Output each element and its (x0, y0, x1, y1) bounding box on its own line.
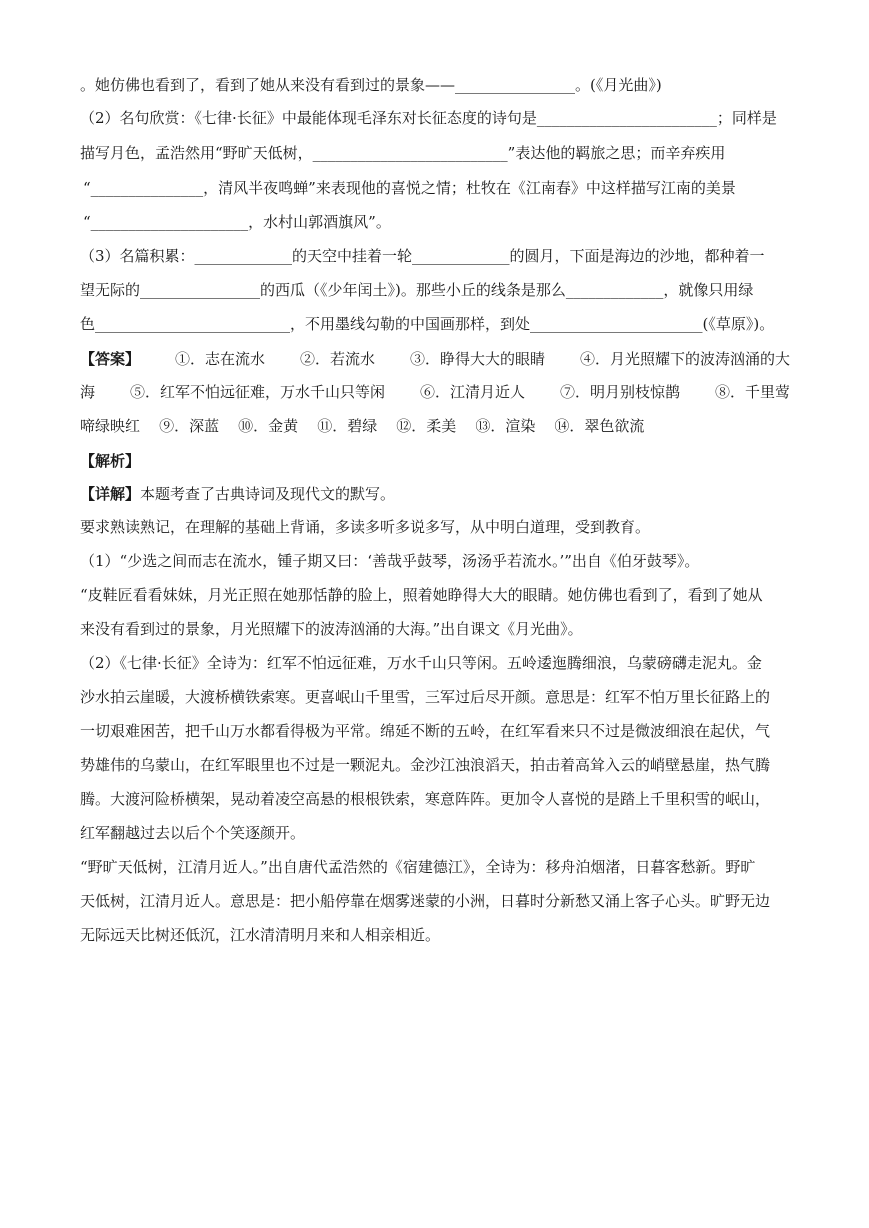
analysis-label: 【解析】 (80, 452, 141, 470)
detail-label: 【详解】 (80, 485, 141, 503)
analysis-line: 沙水拍云崖暖，大渡桥横铁索寒。更喜岷山千里雪，三军过后尽开颜。意思是：红军不怕万里长征路上的 (80, 688, 771, 706)
question-3-line-3: 色__________________________，不用墨线勾勒的中国画那样，到处_______________________(《草原》)。 (80, 315, 775, 333)
answer-line-3: 啼绿映红 ⑨．深蓝 ⑩．金黄 ⑪．碧绿 ⑫．柔美 ⑬．渲染 ⑭．翠色欲流 (80, 417, 645, 435)
question-3-line-1: （3）名篇积累：_____________的天空中挂着一轮_____________的圆月，下面是海边的沙地，都种着一 (80, 247, 765, 265)
detail-line (80, 485, 395, 504)
analysis-line: 无际远天比树还低沉，江水清清明月来和人相亲相近。 (80, 926, 441, 944)
question-2-line-2: 描写月色，孟浩然用“野旷天低树，__________________________”表达他的羁旅之思；而辛弃疾用 (80, 144, 726, 162)
question-2-line-4: “_____________________，水村山郭酒旗风”。 (83, 213, 391, 231)
fill-line-1: 。她仿佛也看到了，看到了她从来没有看到过的景象——________________。(《月光曲》) (80, 76, 662, 94)
analysis-line: 一切艰难困苦，把千山万水都看得极为平常。绵延不断的五岭，在红军看来只不过是微波细浪在起伏，气 (80, 722, 771, 740)
analysis-line: “皮鞋匠看看妹妹，月光正照在她那恬静的脸上，照着她睁得大大的眼睛。她仿佛也看到了，看到了她从 (80, 586, 763, 604)
analysis-line: 红军翻越过去以后个个笑逐颜开。 (80, 824, 306, 842)
answer-item: ⑦．明月别枝惊鹊 (559, 383, 680, 401)
answer-item: ②．若流水 (299, 350, 375, 368)
analysis-line: 天低树，江清月近人。意思是：把小船停靠在烟雾迷蒙的小洲，日暮时分新愁又涌上客子心头。旷野无边 (80, 892, 771, 910)
answer-label: 【答案】 (80, 350, 141, 368)
answer-item: ③．睁得大大的眼睛 (409, 350, 545, 368)
answer-line-1 (80, 350, 790, 369)
analysis-line: “野旷天低树，江清月近人。”出自唐代孟浩然的《宿建德江》，全诗为：移舟泊烟渚，日暮客愁新。野旷 (80, 858, 756, 876)
analysis-line: 腾。大渡河险桥横架，晃动着凌空高悬的根根铁索，寒意阵阵。更加令人喜悦的是踏上千里积雪的岷山， (80, 790, 771, 808)
analysis-line: （2）《七律·长征》全诗为：红军不怕远征难，万水千山只等闲。五岭逶迤腾细浪，乌蒙磅礴走泥丸。金 (80, 654, 762, 672)
answer-item: ⑥．江清月近人 (419, 383, 525, 401)
analysis-line: （1）“少选之间而志在流水，锺子期又曰：‘善哉乎鼓琴，汤汤乎若流水。’”出自《伯牙鼓琴》。 (80, 552, 700, 570)
analysis-line: 来没有看到过的景象，月光照耀下的波涛汹涌的大海。”出自课文《月光曲》。 (80, 620, 583, 638)
question-3-line-2: 望无际的________________的西瓜（《少年闰土》)。那些小丘的线条是那么_____________，就像只用绿 (80, 281, 754, 299)
question-2-line-1: （2）名句欣赏：《七律·长征》中最能体现毛泽东对长征态度的诗句是________________________；同样是 (80, 109, 777, 127)
answer-line-2 (80, 383, 790, 402)
analysis-line: 势雄伟的乌蒙山，在红军眼里也不过是一颗泥丸。金沙江浊浪滔天，拍击着高耸入云的峭壁悬崖，热气腾 (80, 756, 771, 774)
detail-text: 本题考查了古典诗词及现代文的默写。 (140, 485, 396, 503)
answer-item: ⑤．红军不怕远征难，万水千山只等闲 (129, 383, 385, 401)
question-2-line-3: “_______________，清风半夜鸣蝉”来表现他的喜悦之情；杜牧在《江南春》中这样描写江南的美景 (83, 179, 736, 197)
analysis-line: 要求熟读熟记，在理解的基础上背诵，多读多听多说多写，从中明白道理，受到教育。 (80, 518, 651, 536)
answer-item: 海 (80, 383, 96, 401)
answer-item: ⑧．千里莺 (714, 383, 790, 401)
answer-item: ①．志在流水 (174, 350, 265, 368)
answer-item: ④．月光照耀下的波涛汹涌的大 (579, 350, 790, 368)
